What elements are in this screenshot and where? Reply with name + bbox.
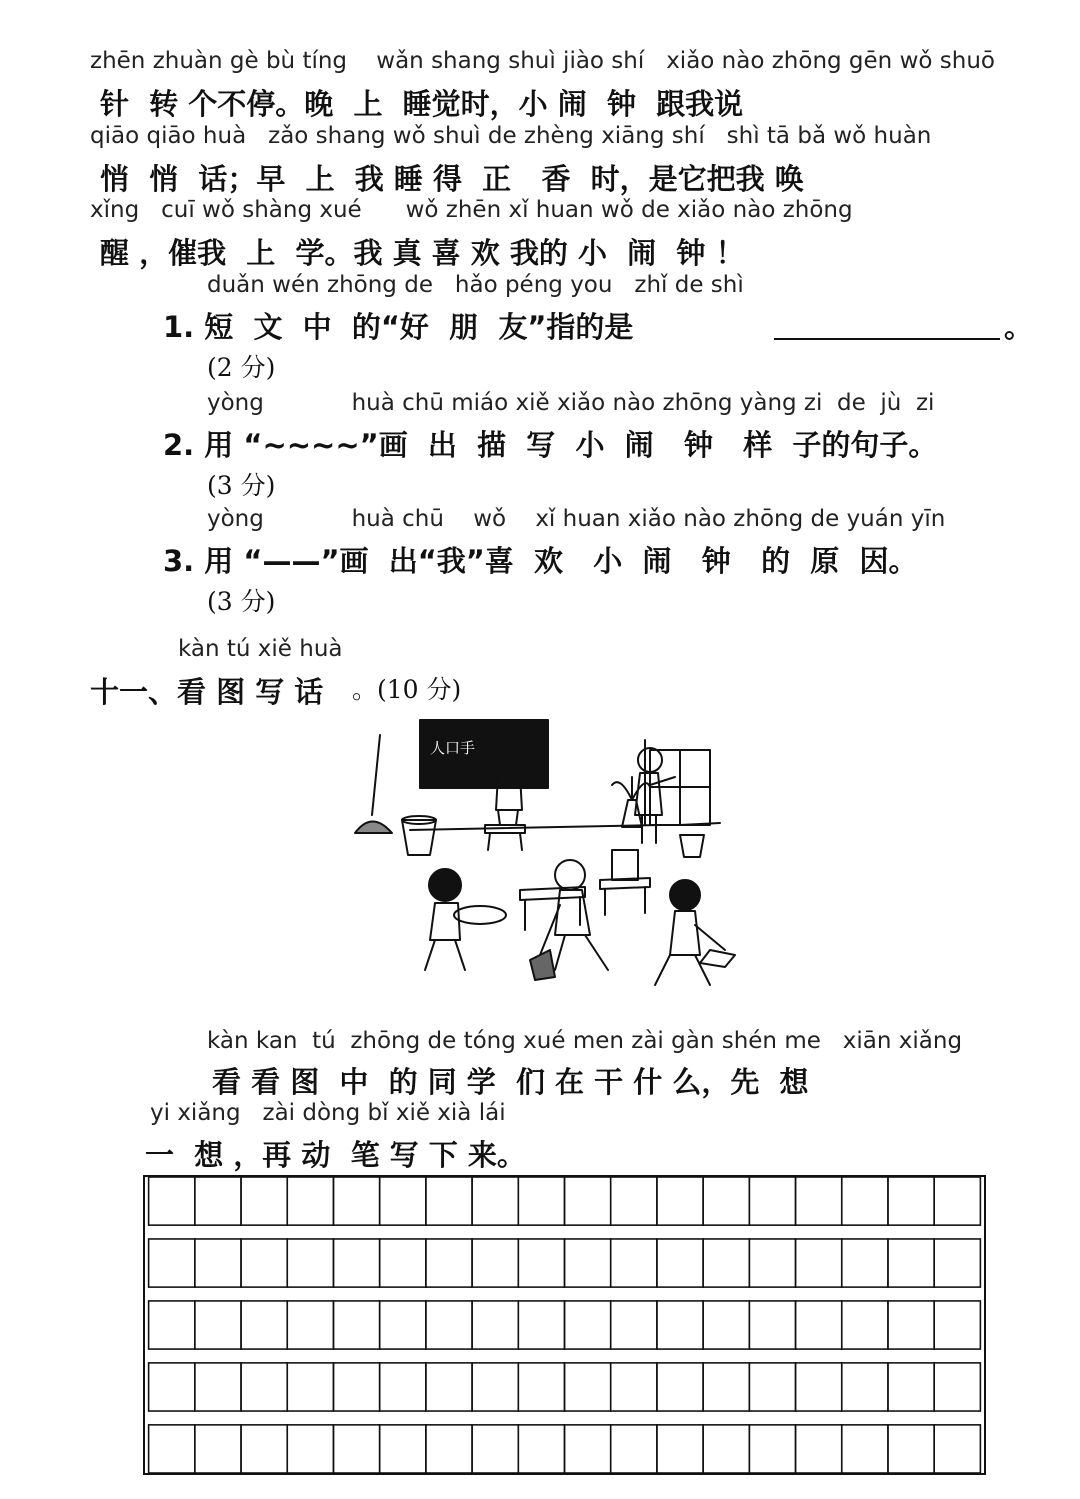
writing-grid-cell[interactable] — [518, 1239, 564, 1287]
writing-grid-row[interactable] — [149, 1301, 981, 1349]
writing-grid-cell[interactable] — [796, 1363, 842, 1411]
passage-text-line-2: 悄 悄 话；早 上 我 睡 得 正 香 时，是它把我 唤 — [100, 162, 804, 196]
writing-grid-cell[interactable] — [149, 1363, 195, 1411]
writing-grid-cell[interactable] — [888, 1177, 934, 1225]
writing-grid-cell[interactable] — [472, 1301, 518, 1349]
writing-grid[interactable] — [143, 1175, 986, 1475]
writing-grid-cell[interactable] — [888, 1425, 934, 1473]
writing-grid-cell[interactable] — [380, 1363, 426, 1411]
classroom-cleaning-illustration — [350, 715, 740, 1005]
writing-grid-cell[interactable] — [611, 1425, 657, 1473]
writing-grid-cell[interactable] — [749, 1363, 795, 1411]
writing-grid-cell[interactable] — [749, 1239, 795, 1287]
writing-grid-cell[interactable] — [472, 1363, 518, 1411]
writing-grid-cell[interactable] — [472, 1239, 518, 1287]
writing-grid-cell[interactable] — [934, 1425, 980, 1473]
writing-grid-row[interactable] — [149, 1363, 981, 1411]
writing-grid-row[interactable] — [149, 1239, 981, 1287]
section-11-score: 。(10 分) — [352, 675, 462, 704]
writing-grid-cell[interactable] — [426, 1363, 472, 1411]
question-3-score: (3 分) — [207, 587, 276, 616]
writing-grid-cell[interactable] — [611, 1239, 657, 1287]
writing-grid-cell[interactable] — [380, 1177, 426, 1225]
writing-grid-cell[interactable] — [380, 1425, 426, 1473]
writing-grid-cell[interactable] — [333, 1425, 379, 1473]
writing-grid-cell[interactable] — [333, 1239, 379, 1287]
question-1-pinyin: duǎn wén zhōng de hǎo péng you zhǐ de shì — [207, 272, 744, 298]
writing-grid-cell[interactable] — [888, 1301, 934, 1349]
question-1-answer-blank[interactable] — [774, 338, 1000, 340]
writing-grid-cell[interactable] — [241, 1301, 287, 1349]
writing-grid-cell[interactable] — [657, 1239, 703, 1287]
writing-grid-cell[interactable] — [842, 1363, 888, 1411]
writing-grid-cell[interactable] — [333, 1301, 379, 1349]
writing-grid-cell[interactable] — [287, 1301, 333, 1349]
writing-grid-cell[interactable] — [241, 1177, 287, 1225]
writing-grid-cell[interactable] — [287, 1177, 333, 1225]
writing-grid-cell[interactable] — [888, 1363, 934, 1411]
prompt-text-line-2: 一 想 ，再 动 笔 写 下 来。 — [145, 1138, 526, 1172]
passage-pinyin-line-2: qiāo qiāo huà zǎo shang wǒ shuì de zhèng xiāng shí shì tā bǎ wǒ huàn — [90, 123, 932, 149]
question-3-text: 3. 用 “——”画 出“我”喜 欢 小 闹 钟 的 原 因。 — [163, 544, 918, 578]
writing-grid-cell[interactable] — [565, 1425, 611, 1473]
writing-grid-cell[interactable] — [565, 1363, 611, 1411]
writing-grid-cell[interactable] — [195, 1425, 241, 1473]
writing-grid-cell[interactable] — [149, 1177, 195, 1225]
writing-grid-cell[interactable] — [287, 1363, 333, 1411]
writing-grid-cell[interactable] — [195, 1363, 241, 1411]
writing-grid-cell[interactable] — [749, 1301, 795, 1349]
writing-grid-cell[interactable] — [565, 1301, 611, 1349]
passage-pinyin-line-1: zhēn zhuàn gè bù tíng wǎn shang shuì jiào shí xiǎo nào zhōng gēn wǒ shuō — [90, 48, 995, 74]
writing-grid-cell[interactable] — [565, 1239, 611, 1287]
blackboard-text: 人口手 — [430, 739, 476, 757]
writing-grid-cell[interactable] — [888, 1239, 934, 1287]
writing-grid-cell[interactable] — [426, 1301, 472, 1349]
writing-grid-cell[interactable] — [518, 1177, 564, 1225]
writing-grid-cell[interactable] — [287, 1425, 333, 1473]
writing-grid-cell[interactable] — [426, 1239, 472, 1287]
writing-grid-cell[interactable] — [657, 1425, 703, 1473]
writing-grid-cell[interactable] — [796, 1425, 842, 1473]
passage-text-line-1: 针 转 个不停。晚 上 睡觉时，小 闹 钟 跟我说 — [100, 87, 744, 121]
prompt-pinyin-line-2: yi xiǎng zài dòng bǐ xiě xià lái — [150, 1100, 506, 1126]
writing-grid-cell[interactable] — [796, 1239, 842, 1287]
writing-grid-cell[interactable] — [842, 1301, 888, 1349]
writing-grid-cell[interactable] — [703, 1239, 749, 1287]
writing-grid-cell[interactable] — [657, 1301, 703, 1349]
writing-grid-cell[interactable] — [934, 1177, 980, 1225]
writing-grid-cell[interactable] — [796, 1301, 842, 1349]
writing-grid-cell[interactable] — [611, 1177, 657, 1225]
writing-grid-cell[interactable] — [518, 1301, 564, 1349]
writing-grid-cell[interactable] — [380, 1239, 426, 1287]
passage-pinyin-line-3: xǐng cuī wǒ shàng xué wǒ zhēn xǐ huan wǒ de xiǎo nào zhōng — [90, 197, 853, 223]
writing-grid-cell[interactable] — [472, 1177, 518, 1225]
writing-grid-cell[interactable] — [380, 1301, 426, 1349]
writing-grid-cell[interactable] — [703, 1301, 749, 1349]
question-2-pinyin: yòng huà chū miáo xiě xiǎo nào zhōng yàng zi de jù zi — [207, 390, 935, 416]
section-11-pinyin: kàn tú xiě huà — [178, 636, 343, 662]
prompt-text-line-1: 看 看 图 中 的 同 学 们 在 干 什 么，先 想 — [212, 1065, 809, 1099]
writing-grid-cell[interactable] — [934, 1239, 980, 1287]
prompt-pinyin-line-1: kàn kan tú zhōng de tóng xué men zài gàn shén me xiān xiǎng — [207, 1028, 963, 1054]
question-1-end-mark: 。 — [1004, 310, 1034, 344]
writing-grid-cell[interactable] — [934, 1363, 980, 1411]
writing-grid-cell[interactable] — [703, 1363, 749, 1411]
writing-grid-cell[interactable] — [195, 1301, 241, 1349]
question-2-score: (3 分) — [207, 471, 276, 500]
writing-grid-cell[interactable] — [195, 1177, 241, 1225]
writing-grid-cell[interactable] — [149, 1301, 195, 1349]
writing-grid-cell[interactable] — [472, 1425, 518, 1473]
writing-grid-cell[interactable] — [518, 1363, 564, 1411]
question-1-text: 1. 短 文 中 的“好 朋 友”指的是 — [163, 310, 634, 344]
writing-grid-cell[interactable] — [241, 1425, 287, 1473]
section-11-title: 十一、看 图 写 话 — [90, 675, 324, 709]
writing-grid-cell[interactable] — [703, 1177, 749, 1225]
writing-grid-cell[interactable] — [611, 1363, 657, 1411]
writing-grid-cell[interactable] — [657, 1177, 703, 1225]
writing-grid-cell[interactable] — [934, 1301, 980, 1349]
writing-grid-cell[interactable] — [657, 1363, 703, 1411]
writing-grid-cell[interactable] — [426, 1425, 472, 1473]
writing-grid-cell[interactable] — [842, 1425, 888, 1473]
writing-grid-cell[interactable] — [796, 1177, 842, 1225]
writing-grid-cell[interactable] — [611, 1301, 657, 1349]
writing-grid-row[interactable] — [149, 1425, 981, 1473]
writing-grid-cell[interactable] — [749, 1425, 795, 1473]
writing-grid-cell[interactable] — [241, 1239, 287, 1287]
writing-grid-cell[interactable] — [241, 1363, 287, 1411]
writing-grid-cell[interactable] — [565, 1177, 611, 1225]
writing-grid-cell[interactable] — [149, 1425, 195, 1473]
writing-grid-cell[interactable] — [333, 1363, 379, 1411]
writing-grid-cell[interactable] — [749, 1177, 795, 1225]
writing-grid-cell[interactable] — [149, 1239, 195, 1287]
passage-text-line-3: 醒 ，催我 上 学。我 真 喜 欢 我的 小 闹 钟 ！ — [100, 236, 745, 270]
writing-grid-cell[interactable] — [426, 1177, 472, 1225]
writing-grid-cell[interactable] — [703, 1425, 749, 1473]
writing-grid-cell[interactable] — [333, 1177, 379, 1225]
writing-grid-cell[interactable] — [842, 1177, 888, 1225]
writing-grid-row[interactable] — [149, 1177, 981, 1225]
writing-grid-cell[interactable] — [842, 1239, 888, 1287]
writing-grid-cell[interactable] — [287, 1239, 333, 1287]
question-2-text: 2. 用 “~~~~”画 出 描 写 小 闹 钟 样 子的句子。 — [163, 428, 938, 462]
question-1-score: (2 分) — [207, 353, 276, 382]
question-3-pinyin: yòng huà chū wǒ xǐ huan xiǎo nào zhōng de yuán yīn — [207, 506, 946, 532]
writing-grid-cell[interactable] — [195, 1239, 241, 1287]
writing-grid-cell[interactable] — [518, 1425, 564, 1473]
